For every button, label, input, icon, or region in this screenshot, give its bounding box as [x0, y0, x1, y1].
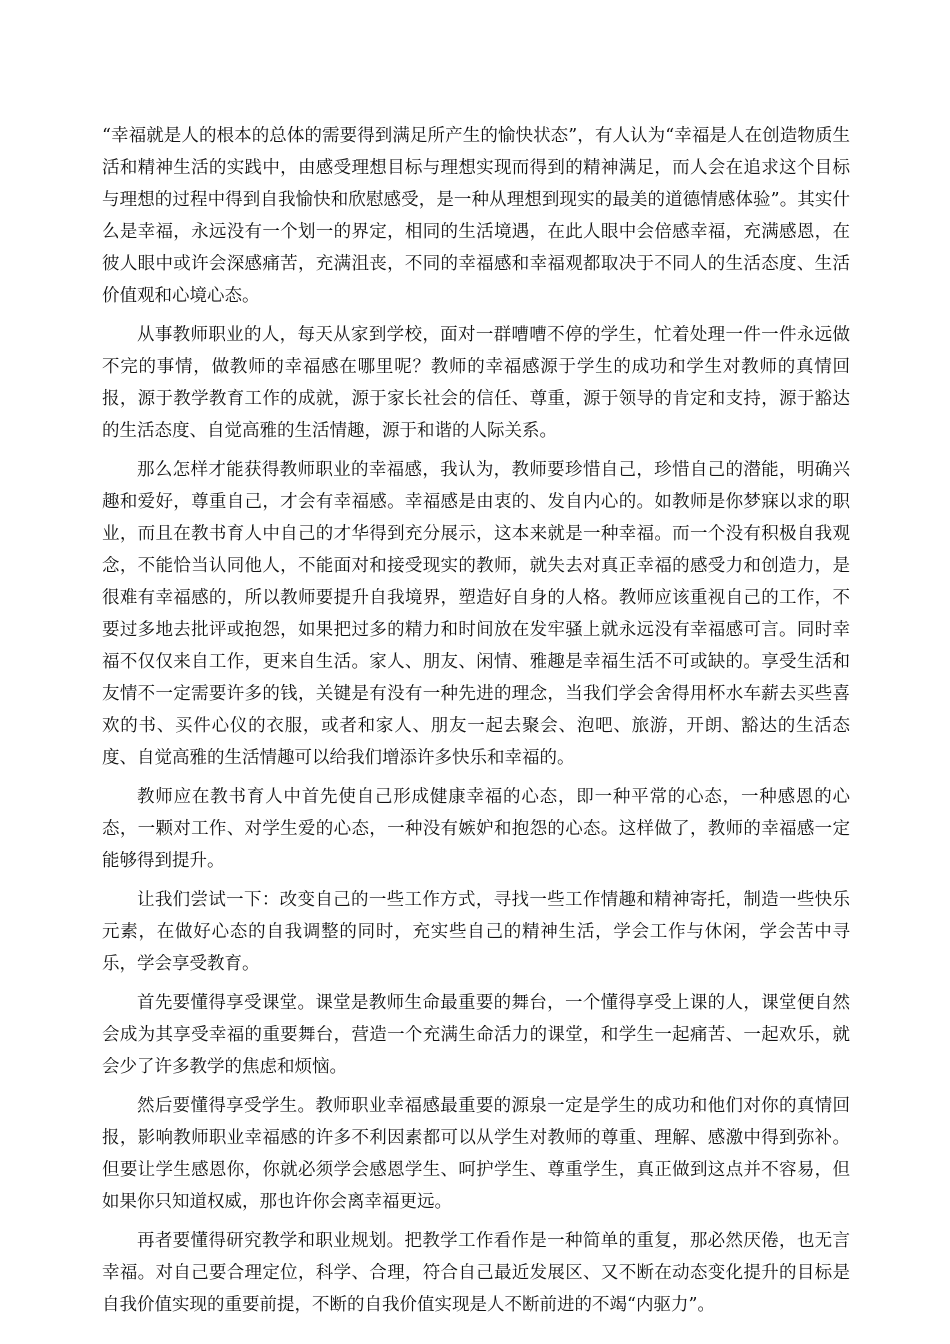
paragraph-8: 再者要懂得研究教学和职业规划。把教学工作看作是一种简单的重复，那必然厌倦，也无言幸福。对自己要合理定位，科学、合理，符合自己最近发展区、又不断在动态变化提升的目标是自我价值实现的重要前提，不断的自我价值实现是人不断前进的不竭“内驱力”。: [102, 1231, 850, 1315]
paragraph-3: 那么怎样才能获得教师职业的幸福感，我认为，教师要珍惜自己，珍惜自己的潜能，明确兴趣和爱好，尊重自己，才会有幸福感。幸福感是由衷的、发自内心的。如教师是你梦寐以求的职业，而且在教书育人中自己的才华得到充分展示，这本来就是一种幸福。而一个没有积极自我观念，不能恰当认同他人，不能面对和接受现实的教师，就失去对真正幸福的感受力和创造力，是很难有幸福感的，所以教师要提升自我境界，塑造好自身的人格。教师应该重视自己的工作，不要过多地去批评或抱怨，如果把过多的精力和时间放在发牢骚上就永远没有幸福感可言。同时幸福不仅仅来自工作，更来自生活。家人、朋友、闲情、雅趣是幸福生活不可或缺的。享受生活和友情不一定需要许多的钱，关键是有没有一种先进的理念，当我们学会舍得用杯水车薪去买些喜欢的书、买件心仪的衣服，或者和家人、朋友一起去聚会、泡吧、旅游，开朗、豁达的生活态度、自觉高雅的生活情趣可以给我们增添许多快乐和幸福的。: [102, 460, 850, 768]
paragraph-2: 从事教师职业的人，每天从家到学校，面对一群嘈嘈不停的学生，忙着处理一件一件永远做不完的事情，做教师的幸福感在哪里呢？教师的幸福感源于学生的成功和学生对教师的真情回报，源于教学教育工作的成就，源于家长社会的信任、尊重，源于领导的肯定和支持，源于豁达的生活态度、自觉高雅的生活情趣，源于和谐的人际关系。: [102, 325, 850, 441]
paragraph-1: “幸福就是人的根本的总体的需要得到满足所产生的愉快状态”，有人认为“幸福是人在创造物质生活和精神生活的实践中，由感受理想目标与理想实现而得到的精神满足，而人会在追求这个目标与理想的过程中得到自我愉快和欣慰感受，是一种从理想到现实的最美的道德情感体验”。其实什么是幸福，永远没有一个划一的界定，相同的生活境遇，在此人眼中会倍感幸福，充满感恩，在彼人眼中或许会深感痛苦，充满沮丧，不同的幸福感和幸福观都取决于不同人的生活态度、生活价值观和心境心态。: [102, 126, 850, 306]
paragraph-5: 让我们尝试一下：改变自己的一些工作方式，寻找一些工作情趣和精神寄托，制造一些快乐元素，在做好心态的自我调整的同时，充实些自己的精神生活，学会工作与休闲，学会苦中寻乐，学会享受教育。: [102, 890, 850, 974]
document-body: [102, 120, 850, 1328]
paragraph-4: 教师应在教书育人中首先使自己形成健康幸福的心态，即一种平常的心态，一种感恩的心态，一颗对工作、对学生爱的心态，一种没有嫉妒和抱怨的心态。这样做了，教师的幸福感一定能够得到提升。: [102, 787, 850, 871]
paragraph-7: 然后要懂得享受学生。教师职业幸福感最重要的源泉一定是学生的成功和他们对你的真情回报，影响教师职业幸福感的许多不利因素都可以从学生对教师的尊重、理解、感激中得到弥补。但要让学生感恩你，你就必须学会感恩学生、呵护学生、尊重学生，真正做到这点并不容易，但如果你只知道权威，那也许你会离幸福更远。: [102, 1096, 850, 1212]
paragraph-6: 首先要懂得享受课堂。课堂是教师生命最重要的舞台，一个懂得享受上课的人，课堂便自然会成为其享受幸福的重要舞台，营造一个充满生命活力的课堂，和学生一起痛苦、一起欢乐，就会少了许多教学的焦虑和烦恼。: [102, 993, 850, 1077]
